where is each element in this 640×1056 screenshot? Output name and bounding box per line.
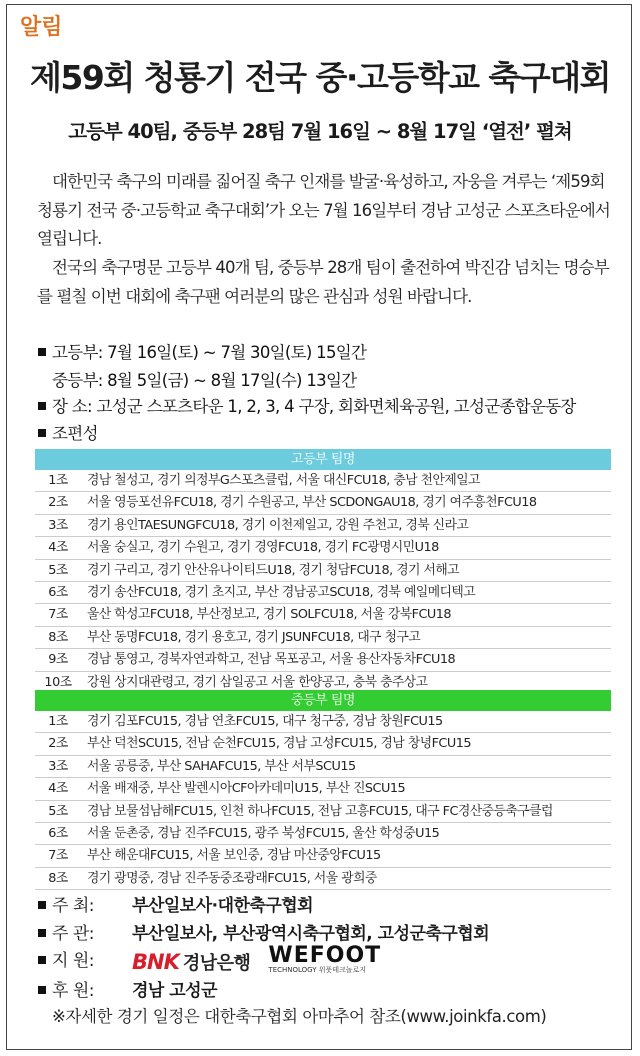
group-teams: 서울 숭실고, 경기 수원고, 경기 경영FCU18, 경기 FC광명시민U18 xyxy=(87,540,439,556)
table-row xyxy=(35,801,611,823)
group-teams: 서울 배재중, 부산 발렌시아CF아카데미U15, 부산 진SCU15 xyxy=(87,781,406,797)
group-label: 4조 xyxy=(48,540,68,556)
group-teams: 경기 광명중, 경남 진주동중조광래FCU15, 서울 광희중 xyxy=(87,870,377,886)
group-label: 5조 xyxy=(48,562,68,578)
venue: 장 소: 고성군 스포츠타운 1, 2, 3, 4 구장, 회화면체육공원, 고성군종합운동장 xyxy=(38,393,576,417)
footnote: ※자세한 경기 일정은 대한축구협회 아마추어 참조(www.joinkfa.com) xyxy=(52,1007,547,1026)
square-bullet-icon xyxy=(38,402,46,410)
group-teams: 경기 용인TAESUNGFCU18, 경기 이천제일고, 강원 주천고, 경북 신라고 xyxy=(87,517,469,533)
paragraph-line: 대한민국 축구의 미래를 짊어질 축구 인재를 발굴·육성하고, 자웅을 겨루는 ‘제59회 xyxy=(52,172,605,191)
group-teams: 강원 상지대관령고, 경기 삼일공고 서울 한양공고, 충북 충주상고 xyxy=(87,674,428,690)
group-label: 3조 xyxy=(48,517,68,533)
table-row xyxy=(35,582,611,604)
group-label: 2조 xyxy=(48,495,68,511)
paragraph-line: 전국의 축구명문 고등부 40개 팀, 중등부 28개 팀이 출전하여 박진감 넘치는 명승부 xyxy=(52,258,609,277)
square-bullet-icon xyxy=(38,929,46,937)
groups-heading: 조편성 xyxy=(38,420,98,444)
table-row xyxy=(35,756,611,778)
group-label: 5조 xyxy=(48,803,68,819)
group-teams: 경기 구리고, 경기 안산유나이티드U18, 경기 청담FCU18, 경기 서해고 xyxy=(87,562,460,578)
group-teams: 경기 김포FCU15, 경남 연초FCU15, 대구 청구중, 경남 창원FCU15 xyxy=(87,714,443,729)
square-bullet-icon xyxy=(38,901,46,909)
group-teams: 울산 학성고FCU18, 부산정보고, 경기 SOLFCU18, 서울 강북FCU18 xyxy=(87,607,452,623)
group-label: 7조 xyxy=(48,848,68,864)
group-teams: 서울 둔촌중, 경남 진주FCU15, 광주 북성FCU15, 울산 학성중U15 xyxy=(87,826,440,841)
table-row xyxy=(35,649,611,671)
square-bullet-icon xyxy=(38,429,46,437)
group-label: 2조 xyxy=(48,736,68,752)
group-teams: 부산 동명FCU18, 경기 용호고, 경기 JSUNFCU18, 대구 청구고 xyxy=(87,629,421,645)
group-label: 6조 xyxy=(48,585,68,600)
intro-paragraph xyxy=(37,168,613,254)
square-bullet-icon xyxy=(38,348,46,356)
notice-tag: 알림 xyxy=(20,15,63,40)
invite-paragraph xyxy=(37,254,613,311)
bnk-bank-logo: BNK 경남은행 xyxy=(132,950,251,974)
host-line: 주 최: 부산일보사·대한축구협회 xyxy=(38,891,313,916)
group-label: 1조 xyxy=(48,473,68,488)
table-row xyxy=(35,604,611,626)
square-bullet-icon xyxy=(38,956,46,964)
organizer-line: 주 관: 부산일보사, 부산광역시축구협회, 고성군축구협회 xyxy=(38,919,489,944)
table-row xyxy=(35,470,611,492)
group-teams: 서울 공릉중, 부산 SAHAFCU15, 부산 서부SCU15 xyxy=(87,758,356,774)
group-label: 6조 xyxy=(48,826,68,841)
group-label: 9조 xyxy=(48,652,68,668)
middle-school-table-header: 중등부 팀명 xyxy=(35,690,611,711)
group-label: 3조 xyxy=(48,758,68,774)
table-row xyxy=(35,537,611,559)
table-row xyxy=(35,778,611,800)
group-label: 10조 xyxy=(44,674,72,690)
high-school-table-header: 고등부 팀명 xyxy=(35,449,611,470)
group-label: 4조 xyxy=(48,781,68,797)
support-line: 지 원: BNK 경남은행 WEFOOT TECHNOLOGY 위풋테크놀로지 xyxy=(38,946,381,975)
group-teams: 부산 덕천SCU15, 전남 순천FCU15, 경남 고성FCU15, 경남 창녕FCU15 xyxy=(87,736,472,752)
group-teams: 경남 통영고, 경북자연과학고, 전남 목포공고, 서울 용산자동차FCU18 xyxy=(87,652,456,668)
paragraph-line: 를 펼칠 이번 대회에 축구팬 여러분의 많은 관심과 성원 바랍니다. xyxy=(37,286,472,306)
table-row xyxy=(35,560,611,582)
page-title: 제59회 청룡기 전국 중·고등학교 축구대회 xyxy=(30,58,610,97)
group-teams: 경기 송산FCU18, 경기 초지고, 부산 경남공고SCU18, 경북 예일메디텍고 xyxy=(87,585,476,600)
high-schedule: 고등부: 7월 16일(토) ~ 7월 30일(토) 15일간 xyxy=(38,339,366,363)
group-teams: 부산 해운대FCU15, 서울 보인중, 경남 마산중앙FCU15 xyxy=(87,848,381,864)
table-row xyxy=(35,711,611,733)
square-bullet-icon xyxy=(38,986,46,994)
group-teams: 경남 보물섬남해FCU15, 인천 하나FCU15, 전남 고흥FCU15, 대구 FC경산중등축구클럽 xyxy=(87,803,553,819)
table-row xyxy=(35,492,611,514)
group-label: 8조 xyxy=(48,870,68,886)
group-teams: 서울 영등포선유FCU18, 경기 수원공고, 부산 SCDONGAU18, 경기 여주흥천FCU18 xyxy=(87,495,537,511)
paragraph-line: 청룡기 전국 중·고등학교 축구대회’가 오는 7월 16일부터 경남 고성군 스포츠타운에서 xyxy=(37,200,610,220)
group-label: 7조 xyxy=(48,607,68,623)
table-row xyxy=(35,868,611,890)
wefoot-logo: WEFOOT TECHNOLOGY 위풋테크놀로지 xyxy=(268,943,382,974)
backing-line: 후 원: 경남 고성군 xyxy=(38,976,217,1001)
group-teams: 경남 철성고, 경기 의정부G스포츠클럽, 서울 대신FCU18, 충남 천안제일고 xyxy=(87,473,480,488)
table-row xyxy=(35,733,611,755)
page-subtitle: 고등부 40팀, 중등부 28팀 7월 16일 ~ 8월 17일 ‘열전’ 펼쳐 xyxy=(68,120,572,143)
group-label: 1조 xyxy=(48,714,68,729)
table-row xyxy=(35,627,611,649)
table-row xyxy=(35,845,611,867)
table-row xyxy=(35,823,611,845)
group-label: 8조 xyxy=(48,629,68,645)
mid-schedule: 중등부: 8월 5일(금) ~ 8월 17일(수) 13일간 xyxy=(52,371,357,390)
paragraph-line: 열립니다. xyxy=(37,229,102,248)
table-row xyxy=(35,515,611,537)
